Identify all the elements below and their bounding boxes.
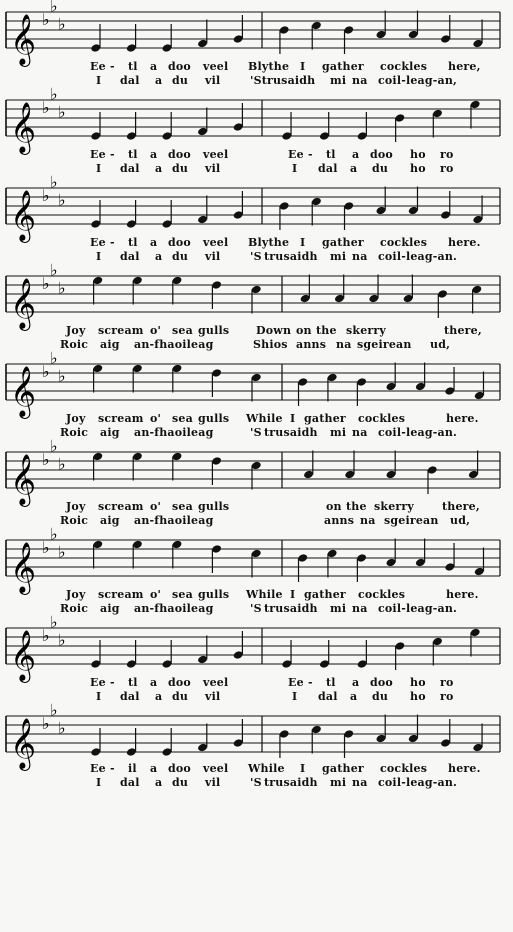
staff-4 — [0, 260, 513, 329]
flat-sign-icon: ♭ — [58, 14, 66, 34]
flat-sign-icon: ♭ — [42, 274, 50, 293]
music-system-6 — [0, 436, 513, 528]
staff-8 — [0, 612, 513, 681]
syllable: gather — [322, 236, 364, 249]
syllable: a — [352, 148, 360, 161]
syllable: 'S — [250, 602, 262, 615]
flat-sign-icon: ♭ — [50, 348, 58, 368]
syllable: ro — [440, 162, 454, 175]
flat-sign-icon: ♭ — [58, 454, 66, 474]
syllable: Ee — [288, 676, 304, 689]
syllable: coil-leag-an. — [378, 602, 458, 615]
syllable: the — [316, 324, 337, 337]
syllable: - — [110, 762, 115, 775]
syllable: veel — [203, 60, 229, 73]
syllable: dal — [120, 776, 140, 789]
syllable: sea — [172, 412, 193, 425]
syllable: an-fhaoileag — [134, 426, 214, 439]
flat-sign-icon: ♭ — [42, 186, 50, 205]
syllable: gulls — [198, 324, 230, 337]
syllable: vil — [205, 776, 221, 789]
flat-sign-icon: ♭ — [50, 84, 58, 104]
syllable: tl — [128, 148, 138, 161]
syllable: veel — [203, 148, 229, 161]
syllable: o' — [150, 588, 162, 601]
syllable: skerry — [346, 324, 386, 337]
syllable: tl — [128, 676, 138, 689]
syllable: mi — [330, 602, 347, 615]
syllable: I — [96, 690, 102, 703]
treble-clef-icon: 𝄞 — [10, 278, 37, 329]
syllable: an-fhaoileag — [134, 338, 214, 351]
syllable: scream — [98, 324, 144, 337]
syllable: o' — [150, 412, 162, 425]
syllable: a — [150, 762, 158, 775]
flat-sign-icon: ♭ — [58, 718, 66, 738]
syllable: gather — [322, 762, 364, 775]
syllable: Roic — [60, 602, 89, 615]
treble-clef-icon: 𝄞 — [10, 102, 37, 153]
syllable: here, — [448, 60, 481, 73]
syllable: il — [128, 762, 137, 775]
flat-sign-icon: ♭ — [50, 172, 58, 192]
syllable: While — [248, 762, 285, 775]
syllable: ud, — [450, 514, 471, 527]
syllable: 'S — [250, 426, 262, 439]
staff-2 — [0, 84, 513, 153]
syllable: ro — [440, 148, 454, 161]
syllable: there, — [444, 324, 482, 337]
syllable: du — [172, 74, 189, 87]
syllable: - — [110, 236, 115, 249]
syllable: dal — [120, 162, 140, 175]
syllable: a — [352, 676, 360, 689]
syllable: While — [246, 588, 283, 601]
flat-sign-icon: ♭ — [50, 700, 58, 720]
syllable: cockles — [358, 588, 406, 601]
syllable: tl — [128, 236, 138, 249]
syllable: trusaidh — [264, 602, 318, 615]
syllable: Roic — [60, 514, 89, 527]
syllable: a — [150, 60, 158, 73]
syllable: doo — [168, 60, 191, 73]
syllable: dal — [120, 690, 140, 703]
syllable: - — [110, 676, 115, 689]
syllable: a — [155, 162, 163, 175]
flat-sign-icon: ♭ — [58, 630, 66, 650]
syllable: vil — [205, 162, 221, 175]
syllable: - — [110, 148, 115, 161]
syllable: du — [172, 690, 189, 703]
syllable: coil-leag-an. — [378, 776, 458, 789]
syllable: veel — [203, 236, 229, 249]
syllable: veel — [203, 676, 229, 689]
syllable: I — [96, 776, 102, 789]
flat-sign-icon: ♭ — [50, 436, 58, 456]
syllable: tl — [128, 60, 138, 73]
treble-clef-icon: 𝄞 — [10, 542, 37, 593]
flat-sign-icon: ♭ — [42, 450, 50, 469]
syllable: Blythe — [248, 60, 290, 73]
flat-sign-icon: ♭ — [58, 190, 66, 210]
syllable: trusaidh — [264, 426, 318, 439]
syllable: a — [150, 236, 158, 249]
syllable: aig — [100, 602, 120, 615]
syllable: coil-leag-an. — [378, 426, 458, 439]
syllable: na — [352, 426, 368, 439]
syllable: doo — [370, 148, 393, 161]
syllable: na — [352, 74, 368, 87]
syllable: sea — [172, 500, 193, 513]
syllable: Blythe — [248, 236, 290, 249]
syllable: I — [300, 60, 306, 73]
syllable: Ee — [90, 762, 106, 775]
syllable: an-fhaoileag — [134, 602, 214, 615]
syllable: mi — [330, 426, 347, 439]
syllable: I — [300, 236, 306, 249]
syllable: I — [292, 162, 298, 175]
syllable: doo — [168, 762, 191, 775]
syllable: 'Strusaidh — [250, 74, 316, 87]
syllable: cockles — [380, 762, 428, 775]
treble-clef-icon: 𝄞 — [10, 14, 37, 65]
syllable: dal — [318, 690, 338, 703]
syllable: Roic — [60, 338, 89, 351]
syllable: o' — [150, 500, 162, 513]
treble-clef-icon: 𝄞 — [10, 718, 37, 769]
flat-sign-icon: ♭ — [58, 102, 66, 122]
syllable: dal — [120, 250, 140, 263]
syllable: ho — [410, 162, 426, 175]
syllable: cockles — [380, 60, 428, 73]
syllable: dal — [318, 162, 338, 175]
syllable: aig — [100, 426, 120, 439]
syllable: sgeirean — [357, 338, 412, 351]
syllable: a — [155, 250, 163, 263]
syllable: gulls — [198, 500, 230, 513]
syllable: doo — [168, 236, 191, 249]
staff-5 — [0, 348, 513, 417]
syllable: du — [172, 776, 189, 789]
music-system-4 — [0, 260, 513, 352]
syllable: sgeirean — [384, 514, 439, 527]
flat-sign-icon: ♭ — [42, 98, 50, 117]
music-system-5 — [0, 348, 513, 440]
syllable: Joy — [66, 500, 86, 513]
syllable: a — [350, 162, 358, 175]
syllable: here. — [448, 762, 481, 775]
treble-clef-icon: 𝄞 — [10, 630, 37, 681]
flat-sign-icon: ♭ — [42, 626, 50, 645]
syllable: gather — [322, 60, 364, 73]
flat-sign-icon: ♭ — [42, 10, 50, 29]
syllable: scream — [98, 500, 144, 513]
staff-3 — [0, 172, 513, 241]
flat-sign-icon: ♭ — [42, 538, 50, 557]
syllable: 'S — [250, 250, 262, 263]
syllable: a — [155, 74, 163, 87]
syllable: - — [110, 60, 115, 73]
music-system-3 — [0, 172, 513, 264]
flat-sign-icon: ♭ — [58, 542, 66, 562]
syllable: doo — [370, 676, 393, 689]
syllable: I — [300, 762, 306, 775]
syllable: du — [372, 690, 389, 703]
syllable: ho — [410, 148, 426, 161]
syllable: cockles — [380, 236, 428, 249]
syllable: Joy — [66, 588, 86, 601]
syllable: Ee — [288, 148, 304, 161]
syllable: cockles — [358, 412, 406, 425]
syllable: Ee — [90, 236, 106, 249]
syllable: on — [326, 500, 342, 513]
syllable: ho — [410, 676, 426, 689]
syllable: Ee — [90, 148, 106, 161]
syllable: doo — [168, 676, 191, 689]
syllable: skerry — [374, 500, 414, 513]
music-system-9 — [0, 700, 513, 792]
flat-sign-icon: ♭ — [58, 278, 66, 298]
syllable: a — [350, 690, 358, 703]
music-system-1 — [0, 0, 513, 88]
syllable: I — [96, 250, 102, 263]
syllable: du — [372, 162, 389, 175]
flat-sign-icon: ♭ — [50, 0, 58, 16]
syllable: the — [346, 500, 367, 513]
syllable: gather — [304, 412, 346, 425]
syllable: o' — [150, 324, 162, 337]
syllable: an-fhaoileag — [134, 514, 214, 527]
staff-7 — [0, 524, 513, 593]
syllable: anns — [296, 338, 327, 351]
syllable: na — [360, 514, 376, 527]
staff-1 — [0, 0, 513, 65]
syllable: Down — [256, 324, 292, 337]
syllable: ho — [410, 690, 426, 703]
syllable: gather — [304, 588, 346, 601]
syllable: there, — [442, 500, 480, 513]
syllable: doo — [168, 148, 191, 161]
syllable: tl — [326, 148, 336, 161]
syllable: I — [96, 74, 102, 87]
treble-clef-icon: 𝄞 — [10, 454, 37, 505]
syllable: I — [290, 588, 296, 601]
syllable: coil-leag-an, — [378, 74, 458, 87]
syllable: na — [352, 776, 368, 789]
syllable: 'S — [250, 776, 262, 789]
treble-clef-icon: 𝄞 — [10, 190, 37, 241]
syllable: While — [246, 412, 283, 425]
syllable: a — [155, 776, 163, 789]
flat-sign-icon: ♭ — [50, 260, 58, 280]
flat-sign-icon: ♭ — [50, 524, 58, 544]
syllable: I — [96, 162, 102, 175]
syllable: Roic — [60, 426, 89, 439]
syllable: aig — [100, 514, 120, 527]
syllable: na — [352, 602, 368, 615]
syllable: na — [352, 250, 368, 263]
syllable: gulls — [198, 412, 230, 425]
music-system-8 — [0, 612, 513, 704]
syllable: a — [150, 676, 158, 689]
syllable: dal — [120, 74, 140, 87]
syllable: Joy — [66, 412, 86, 425]
syllable: ud, — [430, 338, 451, 351]
syllable: mi — [330, 74, 347, 87]
syllable: I — [292, 690, 298, 703]
syllable: vil — [205, 74, 221, 87]
syllable: coil-leag-an. — [378, 250, 458, 263]
syllable: scream — [98, 412, 144, 425]
syllable: tl — [326, 676, 336, 689]
syllable: - — [308, 676, 313, 689]
syllable: Ee — [90, 676, 106, 689]
syllable: a — [155, 690, 163, 703]
syllable: mi — [330, 250, 347, 263]
syllable: on — [296, 324, 312, 337]
music-system-7 — [0, 524, 513, 616]
flat-sign-icon: ♭ — [42, 362, 50, 381]
syllable: trusaidh — [264, 776, 318, 789]
syllable: Ee — [90, 60, 106, 73]
music-system-2 — [0, 84, 513, 176]
syllable: Joy — [66, 324, 86, 337]
staff-6 — [0, 436, 513, 505]
flat-sign-icon: ♭ — [50, 612, 58, 632]
syllable: here. — [448, 236, 481, 249]
syllable: trusaidh — [264, 250, 318, 263]
syllable: na — [336, 338, 352, 351]
syllable: scream — [98, 588, 144, 601]
syllable: vil — [205, 250, 221, 263]
flat-sign-icon: ♭ — [58, 366, 66, 386]
syllable: - — [308, 148, 313, 161]
syllable: vil — [205, 690, 221, 703]
flat-sign-icon: ♭ — [42, 714, 50, 733]
syllable: mi — [330, 776, 347, 789]
syllable: here. — [446, 412, 479, 425]
syllable: gulls — [198, 588, 230, 601]
syllable: du — [172, 250, 189, 263]
syllable: sea — [172, 324, 193, 337]
syllable: veel — [203, 762, 229, 775]
syllable: ro — [440, 676, 454, 689]
syllable: I — [290, 412, 296, 425]
syllable: here. — [446, 588, 479, 601]
syllable: anns — [324, 514, 355, 527]
syllable: aig — [100, 338, 120, 351]
syllable: a — [150, 148, 158, 161]
lyric-line-gaelic — [0, 776, 513, 932]
syllable: du — [172, 162, 189, 175]
syllable: sea — [172, 588, 193, 601]
treble-clef-icon: 𝄞 — [10, 366, 37, 417]
syllable: Shios — [253, 338, 288, 351]
syllable: ro — [440, 690, 454, 703]
